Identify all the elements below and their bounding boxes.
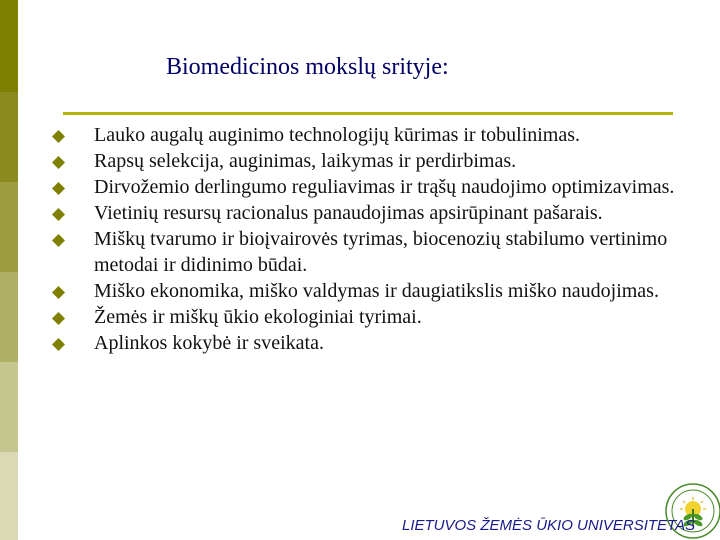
bullet-text: Miškų tvarumo ir bioįvairovės tyrimas, biocenozių stabilumo vertinimo metodai ir didinimo būdai. <box>94 228 668 276</box>
bullet-text: Aplinkos kokybė ir sveikata. <box>94 332 324 354</box>
diamond-bullet-icon <box>52 156 65 169</box>
slide-title: Biomedicinos mokslų srityje: <box>166 54 449 80</box>
bullet-item <box>0 304 694 330</box>
bullet-item <box>0 278 694 304</box>
bullet-text: Vietinių resursų racionalus panaudojimas apsirūpinant pašarais. <box>94 202 603 224</box>
bullet-text: Rapsų selekcija, auginimas, laikymas ir perdirbimas. <box>94 150 517 172</box>
bullet-item <box>0 122 694 148</box>
footer-university-name: LIETUVOS ŽEMĖS ŪKIO UNIVERSITETAS <box>402 517 696 534</box>
diamond-bullet-icon <box>52 182 65 195</box>
diamond-bullet-icon <box>52 130 65 143</box>
bullet-text: Miško ekonomika, miško valdymas ir daugiatikslis miško naudojimas. <box>94 280 659 302</box>
bullet-item <box>0 330 694 356</box>
diamond-bullet-icon <box>52 208 65 221</box>
bullet-item <box>0 174 694 200</box>
bullet-text: Dirvožemio derlingumo reguliavimas ir trąšų naudojimo optimizavimas. <box>94 176 675 198</box>
bullet-item <box>0 148 694 174</box>
diamond-bullet-icon <box>52 286 65 299</box>
diamond-bullet-icon <box>52 234 65 247</box>
bullet-list <box>0 122 694 356</box>
bullet-item <box>0 226 694 278</box>
bullet-text: Žemės ir miškų ūkio ekologiniai tyrimai. <box>94 306 422 328</box>
diamond-bullet-icon <box>52 338 65 351</box>
title-divider <box>63 112 673 115</box>
bullet-item <box>0 200 694 226</box>
diamond-bullet-icon <box>52 312 65 325</box>
bullet-text: Lauko augalų auginimo technologijų kūrimas ir tobulinimas. <box>94 124 581 146</box>
